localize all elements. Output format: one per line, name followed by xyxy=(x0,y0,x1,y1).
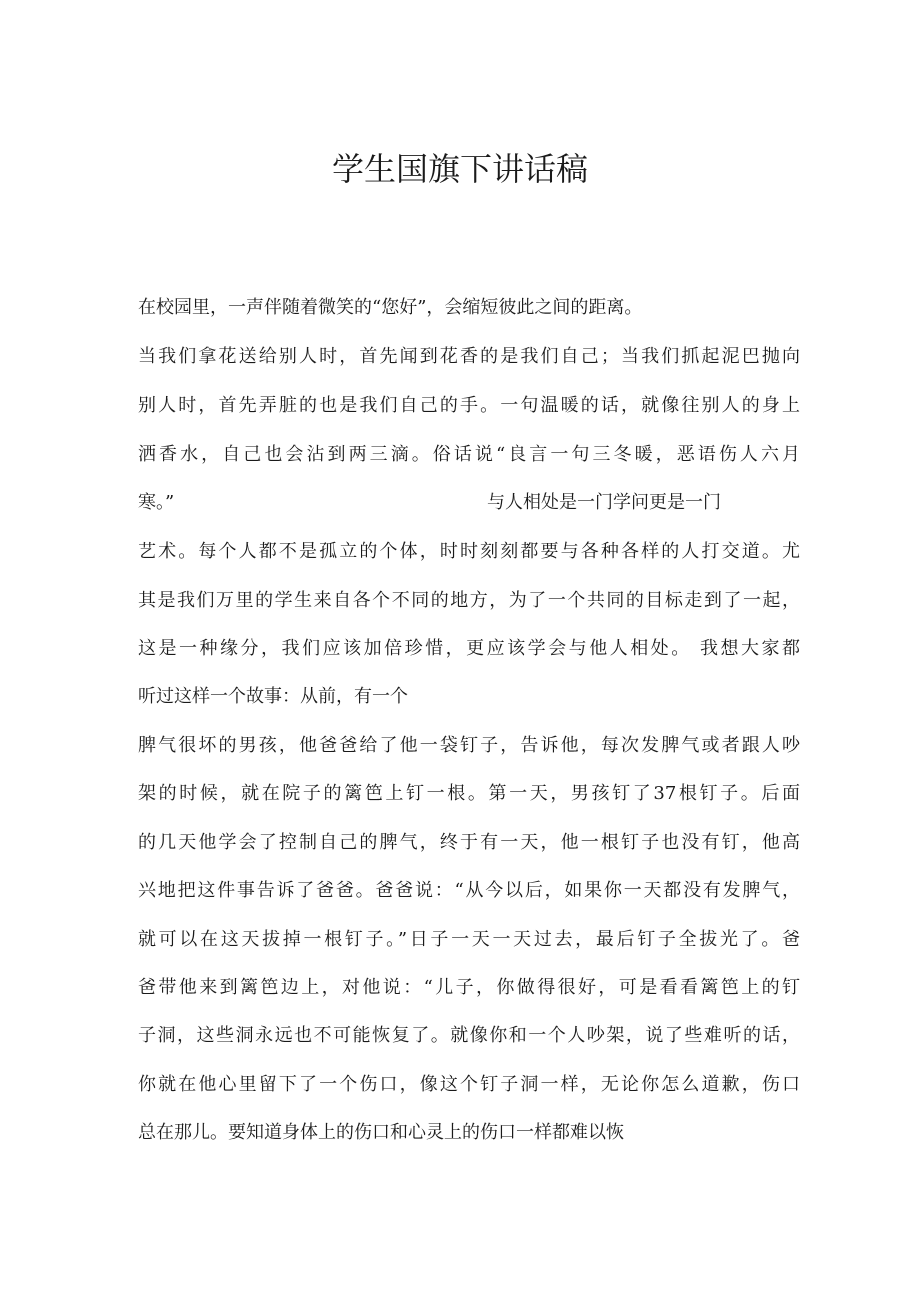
paragraph-line: 洒香水，自己也会沾到两三滴。俗话说“良言一句三冬暖，恶语伤人六月 xyxy=(138,444,800,465)
paragraph-line: 架的时候，就在院子的篱笆上钉一根。第一天，男孩钉了37根钉子。后面 xyxy=(138,783,800,804)
paragraph-line: 艺术。每个人都不是孤立的个体，时时刻刻都要与各种各样的人打交道。尤 xyxy=(138,541,800,562)
paragraph-line: 就可以在这天拔掉一根钉子。”日子一天一天过去，最后钉子全拔光了。爸 xyxy=(138,929,800,950)
paragraph-line: 别人时，首先弄脏的也是我们自己的手。一句温暖的话，就像往别人的身上 xyxy=(138,395,800,416)
paragraph-line: 听过这样一个故事：从前，有一个 xyxy=(138,686,408,707)
paragraph-line: 爸带他来到篱笆边上，对他说：“儿子，你做得很好，可是看看篱笆上的钉 xyxy=(138,977,800,998)
paragraph-line: 子洞，这些洞永远也不可能恢复了。就像你和一个人吵架，说了些难听的话， xyxy=(138,1025,800,1046)
paragraph-line: 与人相处是一门学问更是一门 xyxy=(487,492,721,513)
paragraph-line: 你就在他心里留下了一个伤口，像这个钉子洞一样，无论你怎么道歉，伤口 xyxy=(138,1074,800,1095)
paragraph-line: 兴地把这件事告诉了爸爸。爸爸说：“从今以后，如果你一天都没有发脾气， xyxy=(138,880,800,901)
paragraph-line: 其是我们万里的学生来自各个不同的地方，为了一个共同的目标走到了一起， xyxy=(138,590,800,611)
paragraph-line: 当我们拿花送给别人时，首先闻到花香的是我们自己；当我们抓起泥巴抛向 xyxy=(138,346,800,367)
document-title: 学生国旗下讲话稿 xyxy=(331,150,588,188)
paragraph-line: 脾气很坏的男孩，他爸爸给了他一袋钉子，告诉他，每次发脾气或者跟人吵 xyxy=(138,735,800,756)
paragraph-line: 的几天他学会了控制自己的脾气，终于有一天，他一根钉子也没有钉，他高 xyxy=(138,832,800,853)
paragraph-line: 这是一种缘分，我们应该加倍珍惜，更应该学会与他人相处。 我想大家都 xyxy=(138,638,800,659)
paragraph-line: 在校园里，一声伴随着微笑的“您好”，会缩短彼此之间的距离。 xyxy=(138,297,643,318)
paragraph-line: 寒。” xyxy=(138,492,175,513)
paragraph-line: 总在那儿。要知道身体上的伤口和心灵上的伤口一样都难以恢 xyxy=(138,1122,624,1143)
